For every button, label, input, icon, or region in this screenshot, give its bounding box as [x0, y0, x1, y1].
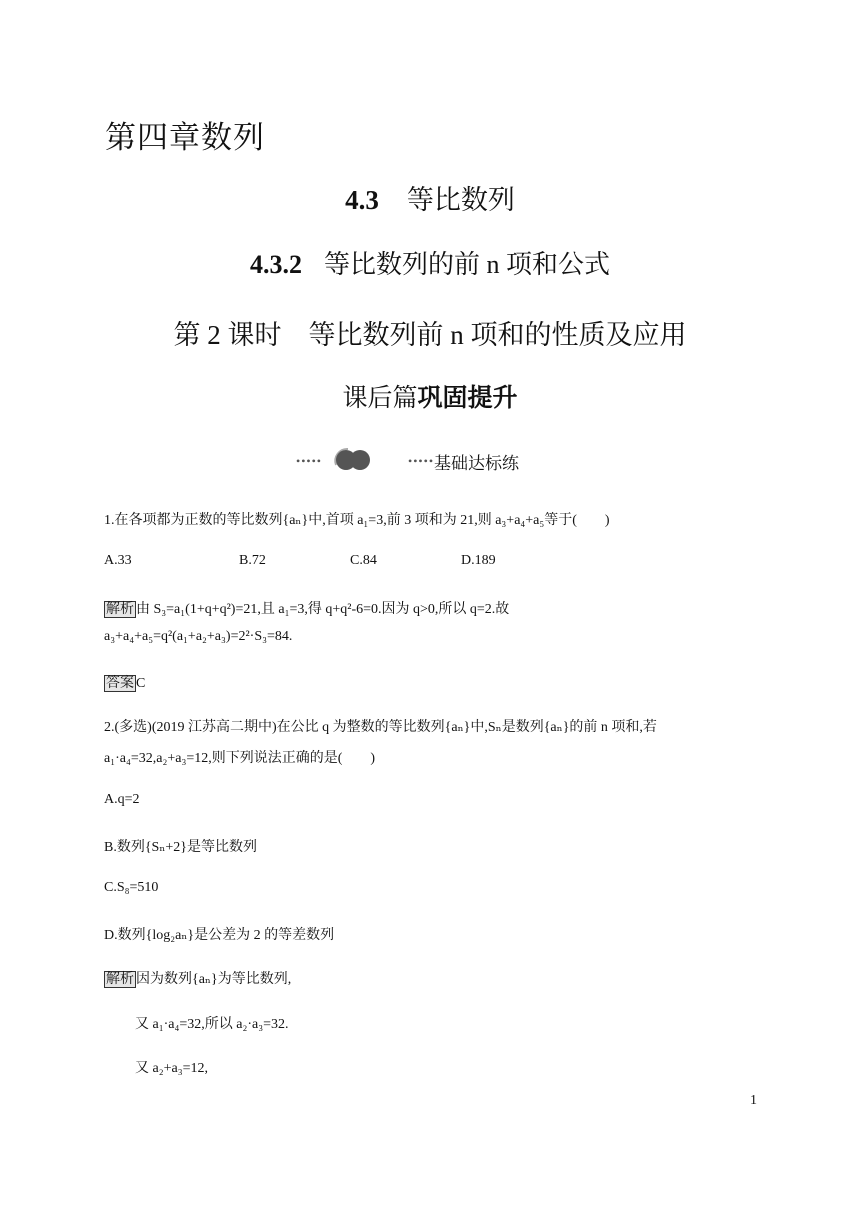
q2-analysis-line2: 又 a₁·a₄=32,所以 a₂·a₃=32.	[135, 1017, 289, 1032]
analysis-tag: 解析	[106, 602, 134, 617]
banner-dots-right: •••••	[408, 453, 435, 468]
q2-option-b: B.数列{Sₙ+2}是等比数列	[104, 840, 258, 855]
q1-answer	[104, 672, 145, 692]
banner-label: 基础达标练	[434, 453, 520, 473]
practice-normal: 课后篇	[342, 385, 418, 412]
section-heading	[0, 178, 860, 217]
q1-analysis	[104, 598, 509, 618]
q1-analysis-line2: a₃+a₄+a₅=q²(a₁+a₂+a₃)=2²·S₃=84.	[104, 629, 293, 644]
subsection-number: 4.3.2	[249, 250, 302, 279]
q1-option-b: B.72	[239, 553, 266, 568]
subsection-title: 等比数列的前 n 项和公式	[323, 250, 610, 279]
analysis-tag: 解析	[106, 972, 134, 987]
q2-analysis	[104, 968, 291, 988]
q1-stem: 1.在各项都为正数的等比数列{aₙ}中,首项 a₁=3,前 3 项和为 21,则 a₃+a₄+a₅等于( )	[104, 513, 610, 528]
subsection-heading	[0, 244, 860, 281]
section-title: 等比数列	[406, 185, 515, 215]
lesson-title: 第 2 课时 等比数列前 n 项和的性质及应用	[173, 320, 687, 350]
q2-analysis-line3: 又 a₂+a₃=12,	[135, 1061, 208, 1076]
q2-analysis-line1: 因为数列{aₙ}为等比数列,	[136, 972, 292, 987]
q1-option-a: A.33	[104, 553, 132, 568]
section-banner	[296, 446, 519, 476]
banner-circles-icon	[330, 445, 374, 478]
banner-dots-left: •••••	[296, 453, 323, 468]
q1-analysis-line1: 由 S₃=a₁(1+q+q²)=21,且 a₁=3,得 q+q²-6=0.因为 q>0,所以 q=2.故	[136, 602, 510, 617]
q2-stem-line1: 2.(多选)(2019 江苏高二期中)在公比 q 为整数的等比数列{aₙ}中,Sₙ是数列{aₙ}的前 n 项和,若	[104, 720, 657, 735]
q1-option-d: D.189	[461, 553, 496, 568]
practice-heading	[0, 378, 860, 414]
answer-tag: 答案	[106, 676, 134, 691]
q2-stem-line2: a₁·a₄=32,a₂+a₃=12,则下列说法正确的是( )	[104, 751, 376, 766]
chapter-title: 第四章数列	[105, 120, 265, 156]
practice-bold: 巩固提升	[417, 383, 518, 412]
page-number: 1	[750, 1093, 757, 1108]
q2-option-d: D.数列{log₂aₙ}是公差为 2 的等差数列	[104, 928, 335, 943]
section-number: 4.3	[345, 185, 379, 215]
q1-option-c: C.84	[350, 553, 377, 568]
q2-option-c: C.S₈=510	[104, 880, 159, 895]
q1-answer-value: C	[136, 676, 146, 691]
q2-option-a: A.q=2	[104, 792, 140, 807]
